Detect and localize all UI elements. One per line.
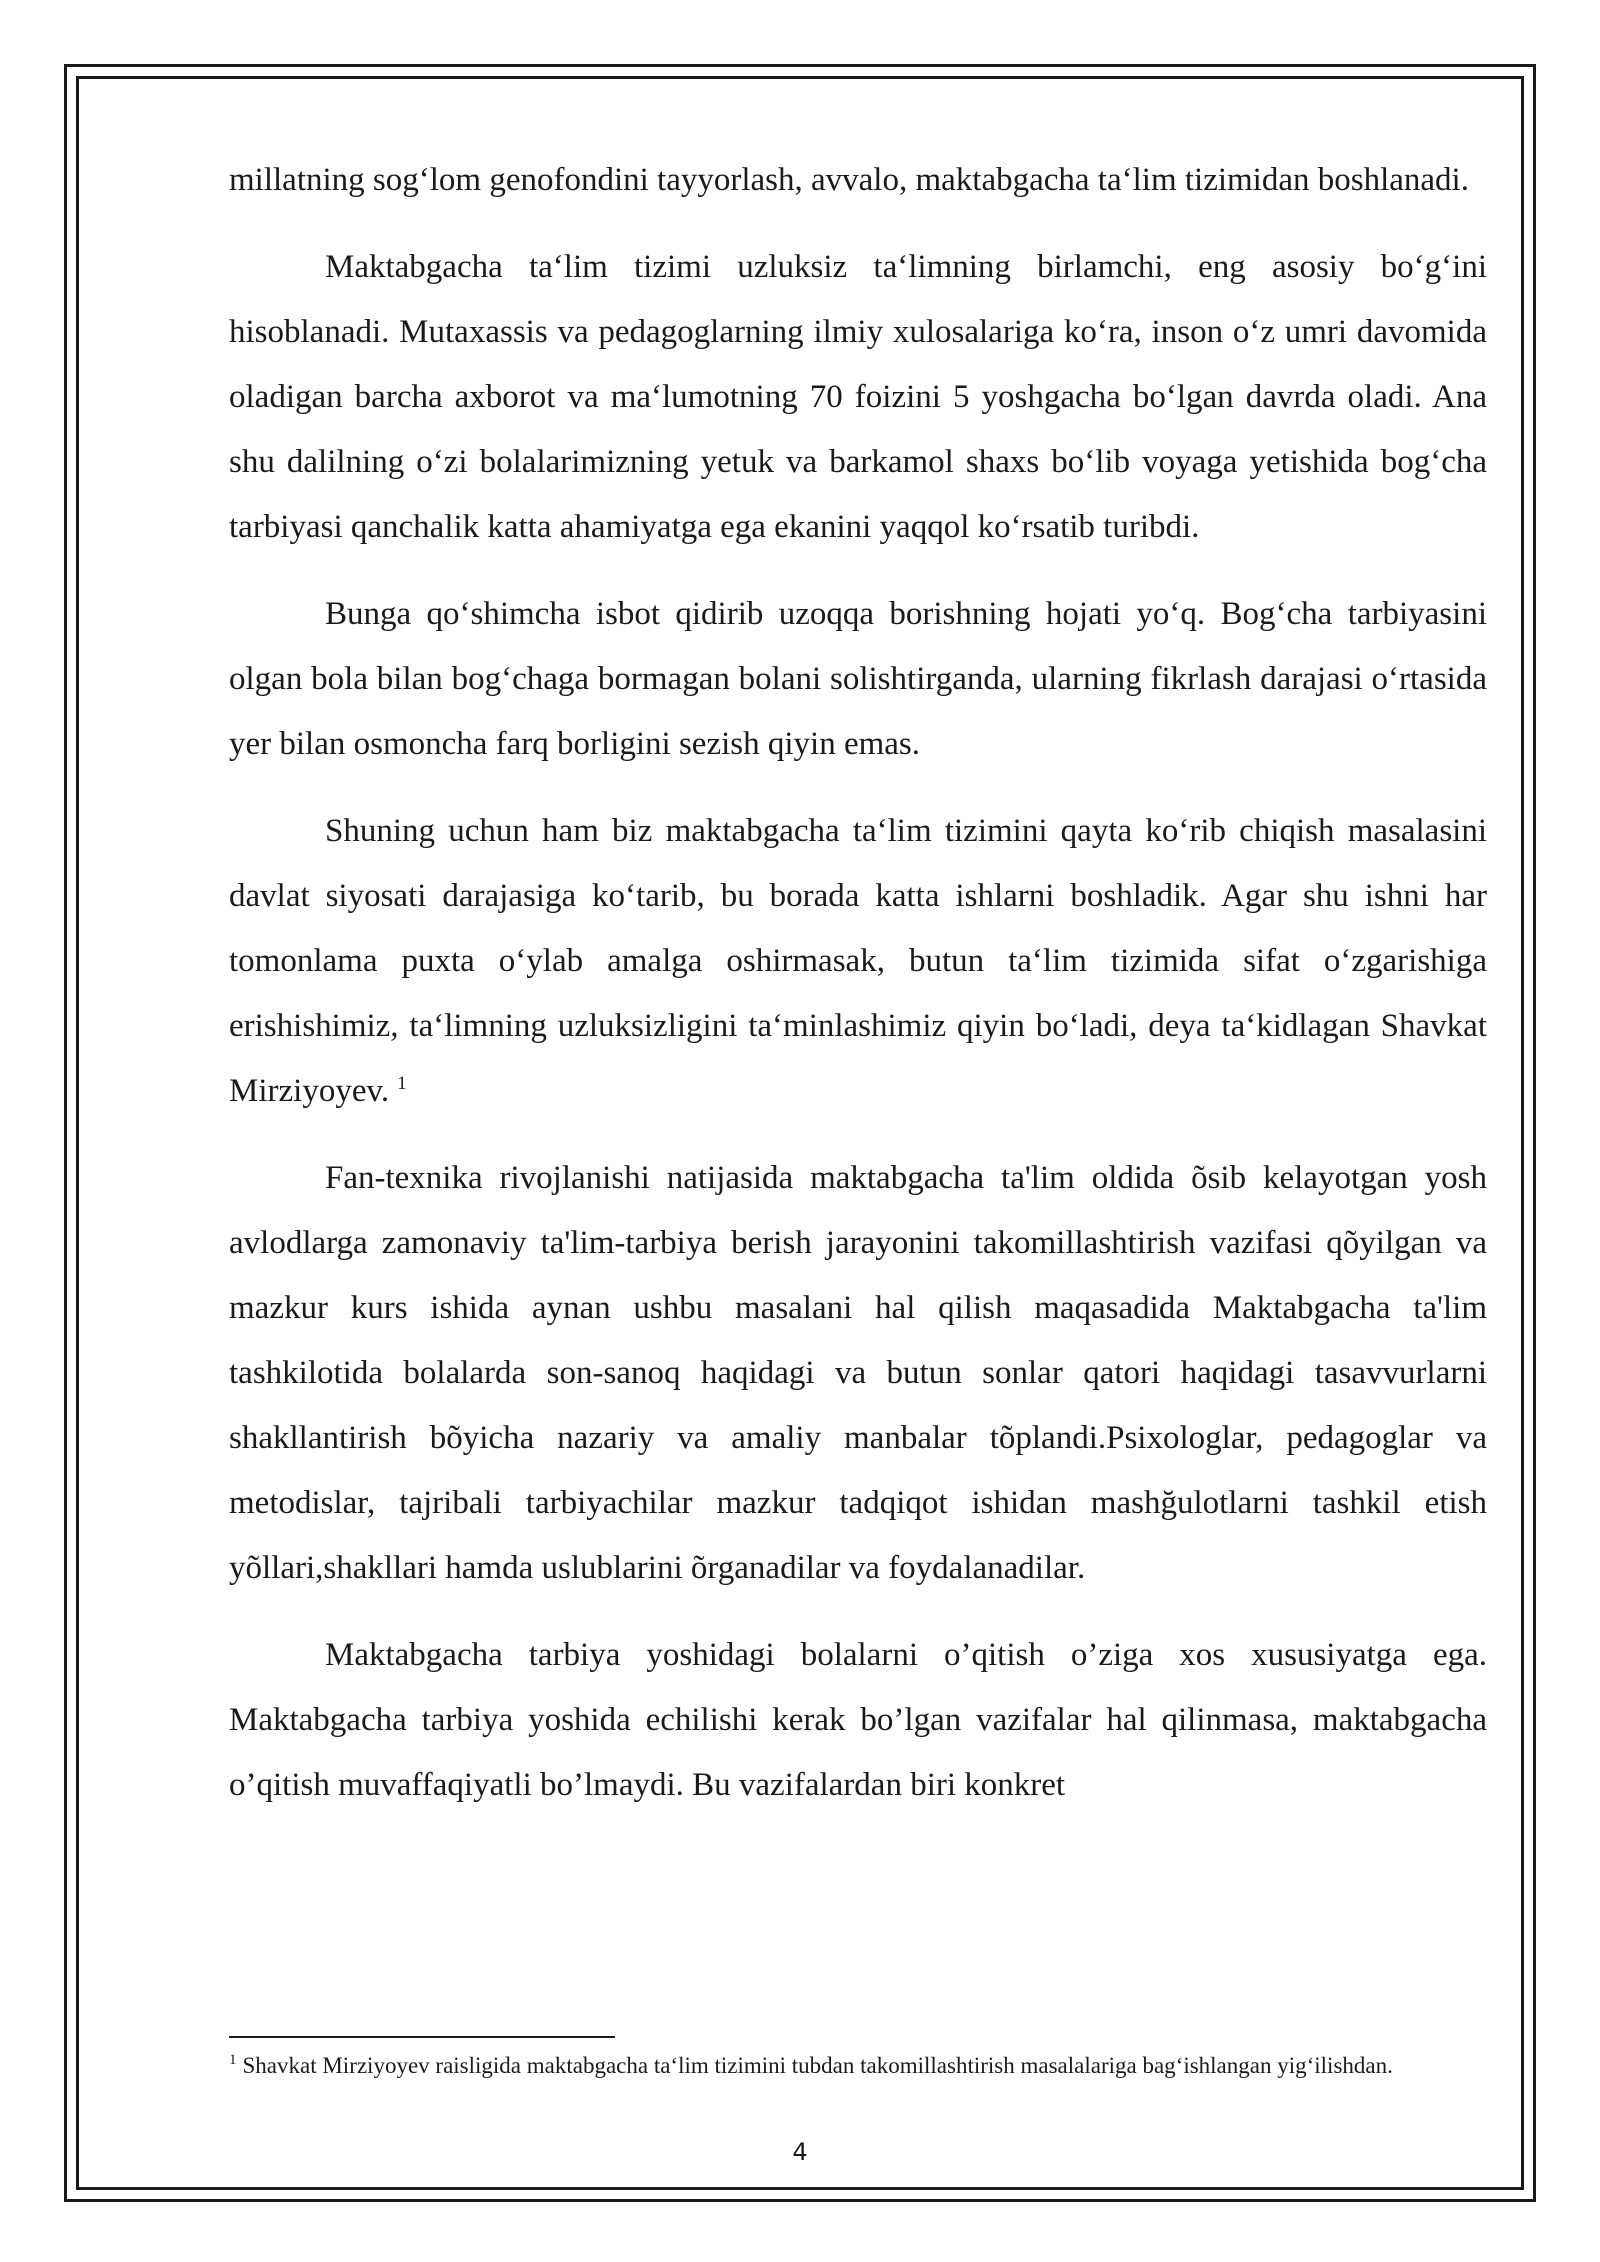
footnote-text: Shavkat Mirziyoyev raisligida maktabgacha ta‘lim tizimini tubdan takomillashtirish masalalariga bag‘ishlangan yig‘ilishdan.	[242, 2053, 1393, 2078]
paragraph-3: Bunga qo‘shimcha isbot qidirib uzoqqa borishning hojati yo‘q. Bog‘cha tarbiyasini olgan bola bilan bog‘chaga bormagan bolani solishtirganda, ularning fikrlash darajasi o‘rtasida yer bilan osmoncha farq borligini sezish qiyin emas.	[229, 596, 1487, 762]
paragraph-1: millatning sog‘lom genofondini tayyorlash, avvalo, maktabgacha ta‘lim tizimidan boshlanadi.	[229, 162, 1469, 198]
footnote-reference[interactable]: 1	[397, 1073, 407, 1094]
body-text	[229, 148, 1487, 1818]
paragraph-6: Maktabgacha tarbiya yoshidagi bolalarni o’qitish o’ziga xos xususiyatga ega. Maktabgacha tarbiya yoshida echilishi kerak bo’lgan vazifalar hal qilinmasa, maktabgacha o’qitish muvaffaqiyatli bo’lmaydi. Bu vazifalardan biri konkret	[229, 1637, 1487, 1803]
paragraph-2: Maktabgacha ta‘lim tizimi uzluksiz ta‘limning birlamchi, eng asosiy bo‘g‘ini hisoblanadi. Mutaxassis va pedagoglarning ilmiy xulosalariga ko‘ra, inson o‘z umri davomida oladigan barcha axborot va ma‘lumotning 70 foizini 5 yoshgacha bo‘lgan davrda oladi. Ana shu dalilning o‘zi bolalarimizning yetuk va barkamol shaxs bo‘lib voyaga yetishida bog‘cha tarbiyasi qanchalik katta ahamiyatga ega ekanini yaqqol ko‘rsatib turibdi.	[229, 249, 1487, 545]
paragraph-5: Fan-texnika rivojlanishi natijasida maktabgacha ta'lim oldida õsib kelayotgan yosh avlodlarga zamonaviy ta'lim-tarbiya berish jarayonini takomillashtirish vazifasi qõyilgan va mazkur kurs ishida aynan ushbu masalani hal qilish maqasadida Maktabgacha ta'lim tashkilotida bolalarda son-sanoq haqidagi va butun sonlar qatori haqidagi tasavvurlarni shakllantirish bõyicha nazariy va amaliy manbalar tõplandi.Psixologlar, pedagoglar va metodislar, tajribali tarbiyachilar mazkur tadqiqot ishidan mashğulotlarni tashkil etish yõllari,shakllari hamda uslublarini õrganadilar va foydalanadilar.	[229, 1160, 1487, 1586]
footnote-separator	[229, 2036, 615, 2038]
page-number: 4	[792, 2138, 808, 2166]
paragraph-4-text: Shuning uchun ham biz maktabgacha ta‘lim tizimini qayta ko‘rib chiqish masalasini davlat siyosati darajasiga ko‘tarib, bu borada katta ishlarni boshladik. Agar shu ishni har tomonlama puxta o‘ylab amalga oshirmasak, butun ta‘lim tizimida sifat o‘zgarishiga erishishimiz, ta‘limning uzluksizligini ta‘minlashimiz qiyin bo‘ladi, deya ta‘kidlagan Shavkat Mirziyoyev.	[229, 813, 1487, 1109]
footnote	[229, 2050, 1487, 2082]
footnote-mark: 1	[229, 2052, 237, 2069]
paragraph-4	[229, 799, 1487, 1124]
